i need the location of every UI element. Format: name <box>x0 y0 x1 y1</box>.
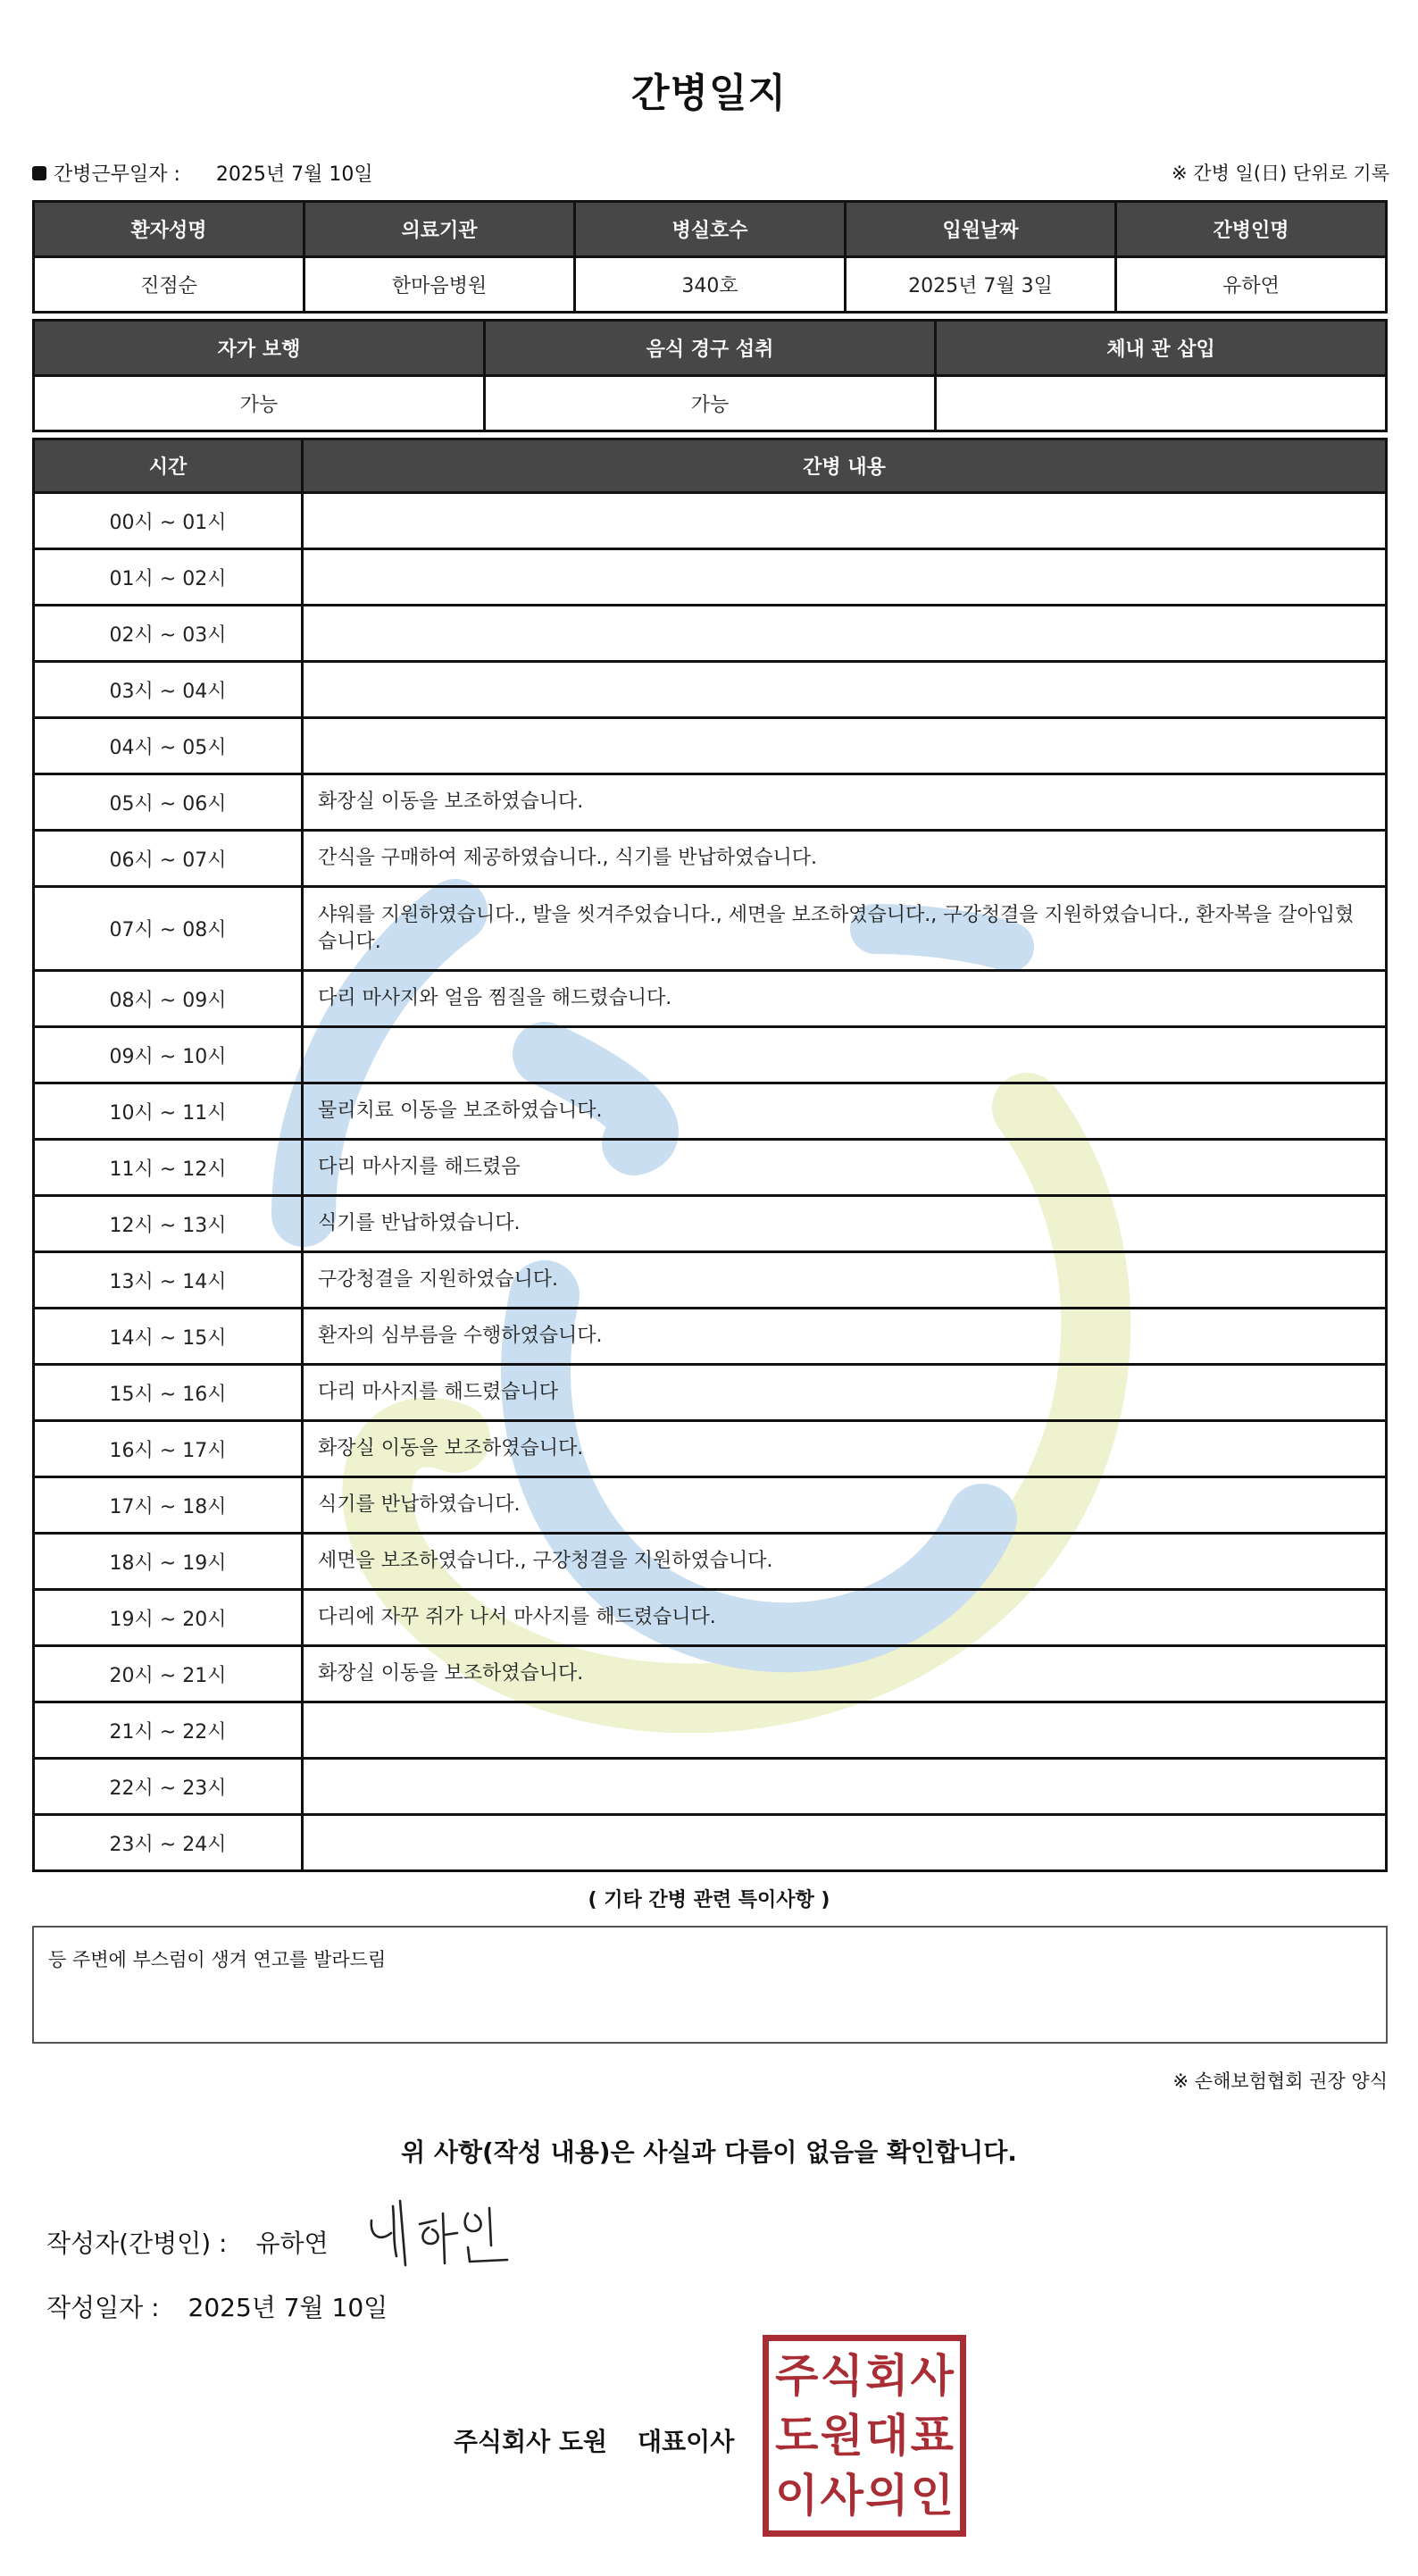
meta-row <box>32 159 1389 186</box>
content-cell: 다리 마사지를 해드렸음 <box>303 1140 1387 1196</box>
writer-name: 유하연 <box>255 2229 329 2258</box>
bullet-icon <box>32 166 46 180</box>
seal-char: 사 <box>910 2349 954 2403</box>
time-cell: 05시 ~ 06시 <box>34 774 303 831</box>
content-cell <box>303 1027 1387 1083</box>
table-row <box>34 1759 1387 1815</box>
content-cell <box>303 662 1387 718</box>
care-schedule-table <box>32 438 1388 1872</box>
time-cell: 12시 ~ 13시 <box>34 1196 303 1252</box>
content-cell <box>303 493 1387 549</box>
table-row <box>34 971 1387 1027</box>
content-cell <box>303 1815 1387 1871</box>
company-line <box>454 2422 734 2458</box>
table-row <box>34 1534 1387 1590</box>
content-cell: 화장실 이동을 보조하였습니다. <box>303 1421 1387 1477</box>
header-tube: 체내 관 삽입 <box>936 321 1387 376</box>
oral-intake-value: 가능 <box>485 376 936 431</box>
time-cell: 16시 ~ 17시 <box>34 1421 303 1477</box>
company-name: 주식회사 도원 <box>454 2427 608 2456</box>
time-cell: 01시 ~ 02시 <box>34 549 303 606</box>
time-cell: 23시 ~ 24시 <box>34 1815 303 1871</box>
seal-char: 도 <box>775 2408 819 2462</box>
table-row <box>34 606 1387 662</box>
time-cell: 11시 ~ 12시 <box>34 1140 303 1196</box>
header-admission-date: 입원날짜 <box>846 202 1116 257</box>
time-cell: 13시 ~ 14시 <box>34 1252 303 1309</box>
table-row <box>34 1365 1387 1421</box>
table-row <box>34 1815 1387 1871</box>
work-date-label: 간병근무일자 : <box>54 163 180 186</box>
record-note: ※ 간병 일(日) 단위로 기록 <box>1172 163 1389 184</box>
seal-char: 회 <box>865 2349 909 2403</box>
table-row <box>34 493 1387 549</box>
content-cell: 구강청결을 지원하였습니다. <box>303 1252 1387 1309</box>
time-cell: 00시 ~ 01시 <box>34 493 303 549</box>
table-row <box>34 549 1387 606</box>
time-cell: 09시 ~ 10시 <box>34 1027 303 1083</box>
company-title: 대표이사 <box>638 2427 735 2456</box>
content-cell: 다리에 자꾸 쥐가 나서 마사지를 해드렸습니다. <box>303 1590 1387 1646</box>
writer-label: 작성자(간병인) : <box>46 2229 228 2258</box>
content-cell: 세면을 보조하였습니다., 구강청결을 지원하였습니다. <box>303 1534 1387 1590</box>
table-row <box>34 1477 1387 1534</box>
time-cell: 03시 ~ 04시 <box>34 662 303 718</box>
seal-char: 원 <box>820 2408 863 2462</box>
content-cell <box>303 1759 1387 1815</box>
written-date-value: 2025년 7월 10일 <box>188 2293 388 2322</box>
content-cell: 다리 마사지를 해드렸습니다 <box>303 1365 1387 1421</box>
time-cell: 14시 ~ 15시 <box>34 1309 303 1365</box>
seal-char: 인 <box>910 2468 954 2522</box>
header-patient-name: 환자성명 <box>34 202 304 257</box>
seal-char: 주 <box>775 2349 819 2403</box>
table-row <box>34 831 1387 887</box>
patient-info-table <box>32 200 1388 314</box>
writer-line <box>46 2224 329 2260</box>
hospital: 한마음병원 <box>304 257 575 313</box>
header-room: 병실호수 <box>575 202 846 257</box>
time-cell: 21시 ~ 22시 <box>34 1702 303 1759</box>
seal-char: 사 <box>820 2468 863 2522</box>
table-row <box>34 1140 1387 1196</box>
seal-char: 의 <box>865 2468 909 2522</box>
time-cell: 10시 ~ 11시 <box>34 1083 303 1140</box>
table-row <box>34 1027 1387 1083</box>
written-date-label: 작성일자 : <box>46 2293 160 2322</box>
table-row <box>34 774 1387 831</box>
content-cell: 화장실 이동을 보조하였습니다. <box>303 774 1387 831</box>
table-row <box>34 1702 1387 1759</box>
content-cell: 다리 마사지와 얼음 찜질을 해드렸습니다. <box>303 971 1387 1027</box>
time-cell: 17시 ~ 18시 <box>34 1477 303 1534</box>
content-cell: 샤워를 지원하였습니다., 발을 씻겨주었습니다., 세면을 보조하였습니다., 구강청결을 지원하였습니다., 환자복을 갈아입혔습니다. <box>303 887 1387 971</box>
confirmation-text: 위 사항(작성 내용)은 사실과 다름이 없음을 확인합니다. <box>401 2137 1017 2167</box>
handwritten-signature <box>361 2194 529 2276</box>
content-cell: 화장실 이동을 보조하였습니다. <box>303 1646 1387 1702</box>
page-title: 간병일지 <box>630 71 787 116</box>
company-seal <box>763 2335 966 2537</box>
time-cell: 04시 ~ 05시 <box>34 718 303 774</box>
table-row <box>34 662 1387 718</box>
content-cell <box>303 549 1387 606</box>
seal-char: 표 <box>910 2408 954 2462</box>
content-cell <box>303 606 1387 662</box>
content-cell: 간식을 구매하여 제공하였습니다., 식기를 반납하였습니다. <box>303 831 1387 887</box>
admission-date: 2025년 7월 3일 <box>846 257 1116 313</box>
content-cell <box>303 1702 1387 1759</box>
table-row <box>34 1421 1387 1477</box>
caregiver-name: 유하연 <box>1116 257 1387 313</box>
table-row <box>34 1590 1387 1646</box>
content-cell: 물리치료 이동을 보조하였습니다. <box>303 1083 1387 1140</box>
header-walking: 자가 보행 <box>34 321 485 376</box>
table-row <box>34 1196 1387 1252</box>
table-row <box>34 1083 1387 1140</box>
walking-value: 가능 <box>34 376 485 431</box>
seal-char: 이 <box>775 2468 819 2522</box>
seal-char: 식 <box>820 2349 863 2403</box>
notes-box: 등 주변에 부스럼이 생겨 연고를 발라드림 <box>32 1926 1388 2044</box>
time-cell: 18시 ~ 19시 <box>34 1534 303 1590</box>
room-number: 340호 <box>575 257 846 313</box>
table-row <box>34 1309 1387 1365</box>
content-cell: 식기를 반납하였습니다. <box>303 1196 1387 1252</box>
time-cell: 20시 ~ 21시 <box>34 1646 303 1702</box>
table-row <box>34 1252 1387 1309</box>
time-cell: 22시 ~ 23시 <box>34 1759 303 1815</box>
patient-status-table <box>32 319 1388 432</box>
time-cell: 02시 ~ 03시 <box>34 606 303 662</box>
patient-name: 진점순 <box>34 257 304 313</box>
time-cell: 15시 ~ 16시 <box>34 1365 303 1421</box>
header-hospital: 의료기관 <box>304 202 575 257</box>
header-care-content: 간병 내용 <box>303 439 1387 493</box>
written-date-line <box>46 2288 388 2324</box>
tube-value <box>936 376 1387 431</box>
work-date: 2025년 7월 10일 <box>215 163 373 186</box>
content-cell: 환자의 심부름을 수행하였습니다. <box>303 1309 1387 1365</box>
time-cell: 07시 ~ 08시 <box>34 887 303 971</box>
content-cell <box>303 718 1387 774</box>
table-row <box>34 887 1387 971</box>
time-cell: 06시 ~ 07시 <box>34 831 303 887</box>
table-row <box>34 1646 1387 1702</box>
header-caregiver: 간병인명 <box>1116 202 1387 257</box>
time-cell: 08시 ~ 09시 <box>34 971 303 1027</box>
org-note: ※ 손해보험협회 권장 양식 <box>1172 2070 1388 2092</box>
notes-heading: ( 기타 간병 관련 특이사항 ) <box>588 1889 830 1911</box>
content-cell: 식기를 반납하였습니다. <box>303 1477 1387 1534</box>
table-row <box>34 718 1387 774</box>
seal-char: 대 <box>865 2408 909 2462</box>
header-oral-intake: 음식 경구 섭취 <box>485 321 936 376</box>
time-cell: 19시 ~ 20시 <box>34 1590 303 1646</box>
header-time: 시간 <box>34 439 303 493</box>
